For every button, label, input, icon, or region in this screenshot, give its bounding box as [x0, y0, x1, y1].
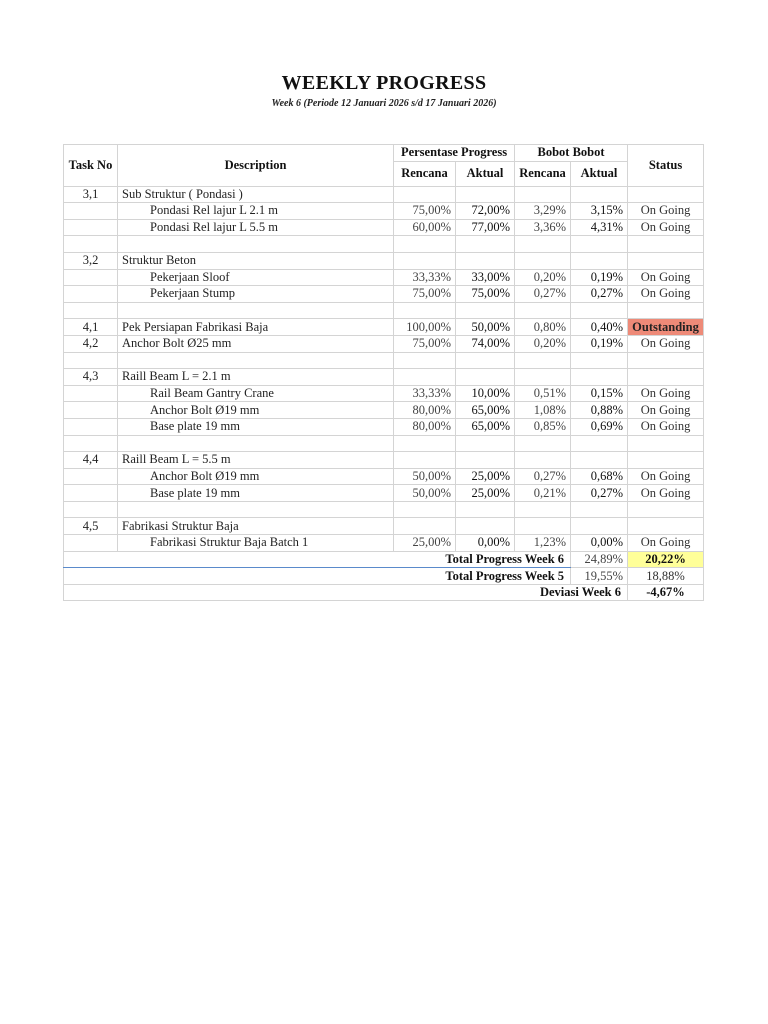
empty-cell	[456, 252, 515, 269]
progress-rencana-cell: 25,00%	[394, 535, 456, 552]
empty-cell	[456, 518, 515, 535]
description-cell: Anchor Bolt Ø19 mm	[118, 468, 394, 485]
status-cell: On Going	[628, 219, 704, 236]
progress-rencana-cell: 33,33%	[394, 269, 456, 286]
progress-rencana-cell: 50,00%	[394, 485, 456, 502]
bobot-aktual-cell: 0,19%	[571, 269, 628, 286]
bobot-rencana-cell: 1,23%	[515, 535, 571, 552]
empty-cell	[64, 435, 118, 452]
bobot-aktual-cell: 4,31%	[571, 219, 628, 236]
empty-cell	[394, 252, 456, 269]
bobot-aktual-cell: 0,00%	[571, 535, 628, 552]
empty-cell	[64, 219, 118, 236]
status-cell: On Going	[628, 269, 704, 286]
header-progress-rencana: Rencana	[394, 161, 456, 186]
progress-rencana-cell: 33,33%	[394, 385, 456, 402]
status-cell: On Going	[628, 286, 704, 303]
header-row-1	[64, 145, 704, 162]
group-title-cell: Fabrikasi Struktur Baja	[118, 518, 394, 535]
empty-cell	[628, 369, 704, 386]
description-cell: Pondasi Rel lajur L 2.1 m	[118, 203, 394, 220]
table-row	[64, 468, 704, 485]
group-header-row	[64, 452, 704, 469]
empty-cell	[456, 236, 515, 253]
progress-aktual-cell: 50,00%	[456, 319, 515, 336]
empty-cell	[64, 352, 118, 369]
empty-cell	[571, 518, 628, 535]
empty-cell	[394, 302, 456, 319]
empty-cell	[628, 186, 704, 203]
empty-cell	[118, 302, 394, 319]
progress-aktual-cell: 25,00%	[456, 485, 515, 502]
empty-cell	[571, 435, 628, 452]
progress-aktual-cell: 77,00%	[456, 219, 515, 236]
empty-cell	[628, 452, 704, 469]
table-row	[64, 269, 704, 286]
empty-cell	[456, 302, 515, 319]
progress-rencana-cell: 50,00%	[394, 468, 456, 485]
table-row	[64, 485, 704, 502]
spacer-row	[64, 352, 704, 369]
empty-cell	[394, 435, 456, 452]
empty-cell	[628, 252, 704, 269]
group-header-row	[64, 369, 704, 386]
empty-cell	[456, 435, 515, 452]
empty-cell	[515, 452, 571, 469]
empty-cell	[628, 501, 704, 518]
table-row	[64, 418, 704, 435]
description-cell: Pek Persiapan Fabrikasi Baja	[118, 319, 394, 336]
header-bobot: Bobot Bobot	[515, 145, 628, 162]
progress-rencana-cell: 75,00%	[394, 335, 456, 352]
empty-cell	[118, 236, 394, 253]
empty-cell	[571, 236, 628, 253]
empty-cell	[64, 286, 118, 303]
header-bobot-rencana: Rencana	[515, 161, 571, 186]
group-header-row	[64, 252, 704, 269]
bobot-rencana-cell: 0,85%	[515, 418, 571, 435]
deviasi-row	[64, 584, 704, 601]
progress-aktual-cell: 74,00%	[456, 335, 515, 352]
total-week5-rencana: 19,55%	[571, 568, 628, 585]
empty-cell	[628, 302, 704, 319]
group-title-cell: Struktur Beton	[118, 252, 394, 269]
spacer-row	[64, 302, 704, 319]
bobot-aktual-cell: 0,19%	[571, 335, 628, 352]
status-cell: On Going	[628, 335, 704, 352]
description-cell: Pekerjaan Stump	[118, 286, 394, 303]
task-no-cell: 4,1	[64, 319, 118, 336]
empty-cell	[64, 236, 118, 253]
bobot-rencana-cell: 0,27%	[515, 468, 571, 485]
empty-cell	[118, 435, 394, 452]
empty-cell	[118, 352, 394, 369]
progress-aktual-cell: 33,00%	[456, 269, 515, 286]
empty-cell	[515, 352, 571, 369]
description-cell: Base plate 19 mm	[118, 418, 394, 435]
total-week5-aktual: 18,88%	[628, 568, 704, 585]
empty-cell	[64, 385, 118, 402]
empty-cell	[571, 302, 628, 319]
empty-cell	[515, 236, 571, 253]
empty-cell	[456, 369, 515, 386]
empty-cell	[64, 535, 118, 552]
total-week6-rencana: 24,89%	[571, 551, 628, 568]
empty-cell	[394, 501, 456, 518]
empty-cell	[515, 186, 571, 203]
empty-cell	[64, 485, 118, 502]
bobot-rencana-cell: 0,21%	[515, 485, 571, 502]
task-no-cell: 4,5	[64, 518, 118, 535]
bobot-aktual-cell: 0,27%	[571, 286, 628, 303]
empty-cell	[64, 203, 118, 220]
progress-table	[63, 144, 704, 601]
status-cell: On Going	[628, 418, 704, 435]
status-cell: On Going	[628, 385, 704, 402]
progress-aktual-cell: 72,00%	[456, 203, 515, 220]
empty-cell	[515, 501, 571, 518]
bobot-rencana-cell: 3,36%	[515, 219, 571, 236]
page-subtitle: Week 6 (Periode 12 Januari 2026 s/d 17 Januari 2026)	[271, 98, 497, 109]
empty-cell	[394, 236, 456, 253]
empty-cell	[628, 236, 704, 253]
progress-rencana-cell: 80,00%	[394, 402, 456, 419]
progress-rencana-cell: 75,00%	[394, 286, 456, 303]
table-row	[64, 385, 704, 402]
table-row	[64, 335, 704, 352]
bobot-rencana-cell: 3,29%	[515, 203, 571, 220]
progress-rencana-cell: 75,00%	[394, 203, 456, 220]
header-task-no: Task No	[64, 145, 118, 187]
total-week6-label: Total Progress Week 6	[64, 551, 571, 568]
table-row	[64, 535, 704, 552]
empty-cell	[571, 252, 628, 269]
progress-aktual-cell: 10,00%	[456, 385, 515, 402]
progress-rencana-cell: 80,00%	[394, 418, 456, 435]
table-row	[64, 319, 704, 336]
spacer-row	[64, 435, 704, 452]
bobot-rencana-cell: 1,08%	[515, 402, 571, 419]
progress-aktual-cell: 65,00%	[456, 418, 515, 435]
bobot-rencana-cell: 0,51%	[515, 385, 571, 402]
empty-cell	[515, 252, 571, 269]
progress-aktual-cell: 75,00%	[456, 286, 515, 303]
empty-cell	[456, 452, 515, 469]
bobot-aktual-cell: 0,40%	[571, 319, 628, 336]
task-no-cell: 3,2	[64, 252, 118, 269]
description-cell: Base plate 19 mm	[118, 485, 394, 502]
spacer-row	[64, 501, 704, 518]
description-cell: Fabrikasi Struktur Baja Batch 1	[118, 535, 394, 552]
description-cell: Rail Beam Gantry Crane	[118, 385, 394, 402]
bobot-aktual-cell: 0,68%	[571, 468, 628, 485]
progress-aktual-cell: 25,00%	[456, 468, 515, 485]
group-header-row	[64, 186, 704, 203]
empty-cell	[628, 435, 704, 452]
table-row	[64, 402, 704, 419]
deviasi-value: -4,67%	[628, 584, 704, 601]
empty-cell	[64, 468, 118, 485]
empty-cell	[628, 518, 704, 535]
empty-cell	[64, 302, 118, 319]
empty-cell	[64, 269, 118, 286]
status-cell: On Going	[628, 203, 704, 220]
header-progress-aktual: Aktual	[456, 161, 515, 186]
empty-cell	[456, 501, 515, 518]
empty-cell	[394, 452, 456, 469]
progress-rencana-cell: 100,00%	[394, 319, 456, 336]
status-cell: On Going	[628, 402, 704, 419]
task-no-cell: 3,1	[64, 186, 118, 203]
empty-cell	[394, 518, 456, 535]
empty-cell	[571, 452, 628, 469]
table-row	[64, 203, 704, 220]
header-bobot-aktual: Aktual	[571, 161, 628, 186]
bobot-aktual-cell: 0,88%	[571, 402, 628, 419]
task-no-cell: 4,2	[64, 335, 118, 352]
bobot-rencana-cell: 0,20%	[515, 335, 571, 352]
bobot-aktual-cell: 0,27%	[571, 485, 628, 502]
bobot-rencana-cell: 0,27%	[515, 286, 571, 303]
empty-cell	[515, 302, 571, 319]
group-title-cell: Raill Beam L = 5.5 m	[118, 452, 394, 469]
description-cell: Anchor Bolt Ø19 mm	[118, 402, 394, 419]
empty-cell	[118, 501, 394, 518]
deviasi-label: Deviasi Week 6	[64, 584, 628, 601]
bobot-rencana-cell: 0,20%	[515, 269, 571, 286]
total-week5-label: Total Progress Week 5	[64, 568, 571, 585]
task-no-cell: 4,3	[64, 369, 118, 386]
empty-cell	[571, 352, 628, 369]
group-title-cell: Raill Beam L = 2.1 m	[118, 369, 394, 386]
spacer-row	[64, 236, 704, 253]
group-header-row	[64, 518, 704, 535]
total-week6-aktual: 20,22%	[628, 551, 704, 568]
progress-rencana-cell: 60,00%	[394, 219, 456, 236]
description-cell: Pondasi Rel lajur L 5.5 m	[118, 219, 394, 236]
bobot-aktual-cell: 0,69%	[571, 418, 628, 435]
empty-cell	[456, 186, 515, 203]
empty-cell	[515, 435, 571, 452]
empty-cell	[571, 501, 628, 518]
bobot-aktual-cell: 3,15%	[571, 203, 628, 220]
description-cell: Anchor Bolt Ø25 mm	[118, 335, 394, 352]
empty-cell	[64, 402, 118, 419]
progress-aktual-cell: 65,00%	[456, 402, 515, 419]
empty-cell	[571, 186, 628, 203]
description-cell: Pekerjaan Sloof	[118, 269, 394, 286]
empty-cell	[571, 369, 628, 386]
progress-aktual-cell: 0,00%	[456, 535, 515, 552]
total-week6-row	[64, 551, 704, 568]
page-title: WEEKLY PROGRESS	[281, 72, 487, 94]
status-cell: Outstanding	[628, 319, 704, 336]
table-row	[64, 219, 704, 236]
table-row	[64, 286, 704, 303]
empty-cell	[394, 352, 456, 369]
header-persentase-progress: Persentase Progress	[394, 145, 515, 162]
total-week5-row	[64, 568, 704, 585]
status-cell: On Going	[628, 485, 704, 502]
empty-cell	[515, 518, 571, 535]
empty-cell	[394, 369, 456, 386]
bobot-rencana-cell: 0,80%	[515, 319, 571, 336]
task-no-cell: 4,4	[64, 452, 118, 469]
empty-cell	[64, 418, 118, 435]
empty-cell	[394, 186, 456, 203]
empty-cell	[515, 369, 571, 386]
empty-cell	[64, 501, 118, 518]
empty-cell	[456, 352, 515, 369]
header-description: Description	[118, 145, 394, 187]
status-cell: On Going	[628, 535, 704, 552]
group-title-cell: Sub Struktur ( Pondasi )	[118, 186, 394, 203]
empty-cell	[628, 352, 704, 369]
header-status: Status	[628, 145, 704, 187]
status-cell: On Going	[628, 468, 704, 485]
bobot-aktual-cell: 0,15%	[571, 385, 628, 402]
